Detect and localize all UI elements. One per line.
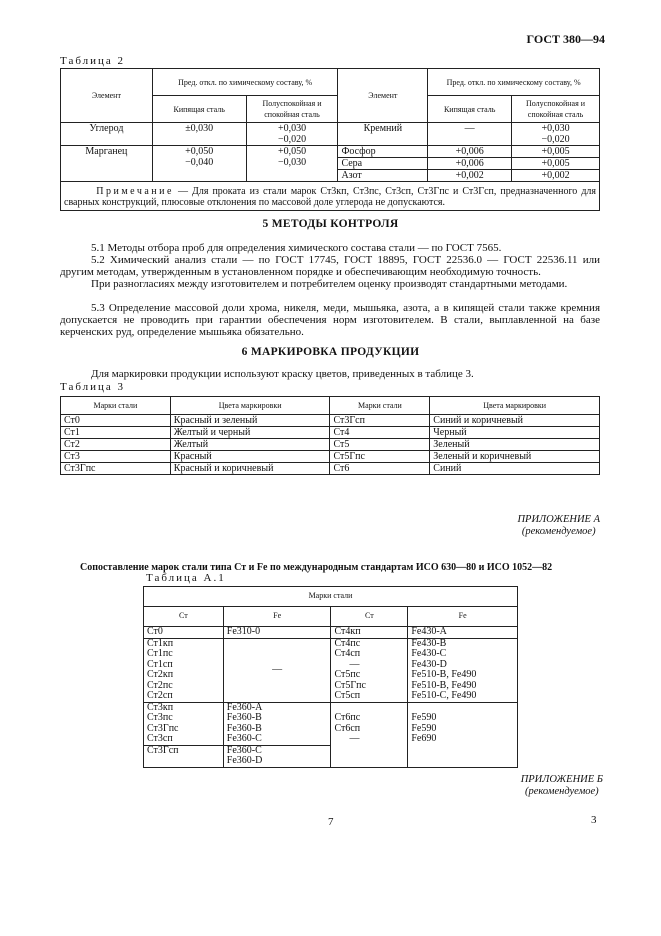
t3-grade-cell: Ст2 bbox=[61, 439, 171, 451]
table-3 bbox=[60, 396, 600, 475]
table-a1 bbox=[143, 586, 518, 768]
t3-row bbox=[61, 427, 600, 439]
t2-silicon-boiling: — bbox=[428, 123, 512, 146]
t3-color-cell: Желтый и черный bbox=[170, 427, 330, 439]
ta1-left-st-group2: Ст3кп Ст3пс Ст3Гпс Ст3сп bbox=[144, 702, 224, 745]
ta1-left-st3gsp-fe: Fe360-C Fe360-D bbox=[223, 745, 331, 767]
t3-color-header-right: Цвета маркировки bbox=[430, 397, 600, 415]
table2-caption: Таблица 2 bbox=[60, 55, 126, 67]
t2-semi-header-right: Полуспокойная и спокойная сталь bbox=[512, 96, 600, 123]
ta1-right-st: Ст4кп bbox=[331, 627, 408, 639]
t2-note bbox=[61, 182, 600, 211]
t3-grade-cell: Ст5Гпс bbox=[330, 451, 430, 463]
t3-grade-cell: Ст1 bbox=[61, 427, 171, 439]
ta1-left-st-group1: Ст1кп Ст1пс Ст1сп Ст2кп Ст2пс Ст2сп bbox=[144, 638, 224, 702]
t2-manganese-semi: +0,050 −0,030 bbox=[246, 146, 338, 182]
section5-p2: 5.2 Химический анализ стали — по ГОСТ 17745, ГОСТ 18895, ГОСТ 22536.0 — ГОСТ 22536.11 или другим методам, утвержденным в установленном порядке и обеспечивающим необходимую точность. bbox=[60, 254, 600, 278]
t2-carbon-name: Углерод bbox=[61, 123, 153, 146]
table3-caption: Таблица 3 bbox=[60, 381, 126, 393]
t2-sulfur-boiling: +0,006 bbox=[428, 158, 512, 170]
page-number-center: 7 bbox=[328, 816, 334, 828]
section5-p3: При разногласиях между изготовителем и потребителем оценку производят стандартными методами. bbox=[91, 278, 568, 290]
comparison-title: Сопоставление марок стали типа Ст и Fe по международным стандартам ИСО 630—80 и ИСО 1052—82 bbox=[80, 562, 553, 573]
appendix-a-subtitle: (рекомендуемое) bbox=[521, 526, 596, 537]
t3-grade-header: Марки стали bbox=[61, 397, 171, 415]
t3-color-cell: Черный bbox=[430, 427, 600, 439]
appendix-a-heading bbox=[517, 514, 600, 538]
ta1-left-fe-dash: — bbox=[223, 638, 331, 702]
t3-row bbox=[61, 439, 600, 451]
t3-grade-cell: Ст0 bbox=[61, 415, 171, 427]
t3-row bbox=[61, 463, 600, 475]
ta1-left-st3gsp: Ст3Гсп bbox=[144, 745, 224, 767]
t3-color-cell: Зеленый bbox=[430, 439, 600, 451]
t3-color-cell: Синий и коричневый bbox=[430, 415, 600, 427]
t2-manganese-name: Марганец bbox=[61, 146, 153, 182]
t2-phosphorus-name: Фосфор bbox=[338, 146, 428, 158]
t2-note-label: Примечание bbox=[96, 186, 174, 197]
t3-color-cell: Зеленый и коричневый bbox=[430, 451, 600, 463]
tableA1-caption: Таблица А.1 bbox=[146, 572, 226, 584]
t3-grade-cell: Ст4 bbox=[330, 427, 430, 439]
ta1-right-st-group: Ст4пс Ст4сп — Ст5пс Ст5Гпс Ст5сп bbox=[331, 638, 408, 702]
document-number: ГОСТ 380—94 bbox=[526, 32, 605, 46]
t2-silicon-semi: +0,030 −0,020 bbox=[512, 123, 600, 146]
appendix-a-title: ПРИЛОЖЕНИЕ А bbox=[517, 514, 600, 525]
t2-manganese-boiling: +0,050 −0,040 bbox=[152, 146, 246, 182]
ta1-left-st0: Ст0 bbox=[144, 627, 224, 639]
ta1-right-fe-bottom: Fe590 Fe590 Fe690 bbox=[408, 702, 518, 767]
t3-color-header: Цвета маркировки bbox=[170, 397, 330, 415]
ta1-fe-header-right: Fe bbox=[408, 607, 518, 627]
t3-body bbox=[61, 415, 600, 475]
section5-title: 5 МЕТОДЫ КОНТРОЛЯ bbox=[262, 218, 399, 230]
ta1-st-header-right: Ст bbox=[331, 607, 408, 627]
table-2 bbox=[60, 68, 600, 211]
section6-title: 6 МАРКИРОВКА ПРОДУКЦИИ bbox=[241, 346, 420, 358]
t2-boiling-header: Кипящая сталь bbox=[152, 96, 246, 123]
t3-grade-header-right: Марки стали bbox=[330, 397, 430, 415]
t2-phosphorus-semi: +0,005 bbox=[512, 146, 600, 158]
t3-row bbox=[61, 415, 600, 427]
ta1-right-fe-group: Fe430-B Fe430-C Fe430-D Fe510-B, Fe490 Fe510-B, Fe490 Fe510-C, Fe490 bbox=[408, 638, 518, 702]
t2-boiling-header-right: Кипящая сталь bbox=[428, 96, 512, 123]
t2-note-text: — Для проката из стали марок Ст3кп, Ст3пс, Ст3сп, Ст3Гпс и Ст3Гсп, предназначенного для сварных конструкций, плюсовые отклонения по массовой доле углерода не допускаются. bbox=[64, 186, 597, 208]
t2-phosphorus-boiling: +0,006 bbox=[428, 146, 512, 158]
ta1-right-st-bottom: Ст6пс Ст6сп — bbox=[331, 702, 408, 767]
section6-p1: Для маркировки продукции используют краску цветов, приведенных в таблице 3. bbox=[91, 368, 474, 380]
appendix-b-title: ПРИЛОЖЕНИЕ Б bbox=[520, 774, 603, 785]
t3-color-cell: Красный и зеленый bbox=[170, 415, 330, 427]
t3-color-cell: Синий bbox=[430, 463, 600, 475]
ta1-left-fe-group2: Fe360-A Fe360-B Fe360-B Fe360-C bbox=[223, 702, 331, 745]
appendix-b-subtitle: (рекомендуемое) bbox=[525, 786, 599, 797]
ta1-group-header: Марки стали bbox=[144, 587, 518, 607]
t2-nitrogen-semi: +0,002 bbox=[512, 170, 600, 182]
t2-sulfur-semi: +0,005 bbox=[512, 158, 600, 170]
t2-deviation-header-right: Пред. откл. по химическому составу, % bbox=[428, 69, 600, 96]
t3-color-cell: Красный и коричневый bbox=[170, 463, 330, 475]
t3-grade-cell: Ст3Гсп bbox=[330, 415, 430, 427]
t2-deviation-header: Пред. откл. по химическому составу, % bbox=[152, 69, 338, 96]
t3-row bbox=[61, 451, 600, 463]
t2-semi-header: Полуспокойная и спокойная сталь bbox=[246, 96, 338, 123]
t2-silicon-name: Кремний bbox=[338, 123, 428, 146]
t2-carbon-boiling: ±0,030 bbox=[152, 123, 246, 146]
t3-grade-cell: Ст6 bbox=[330, 463, 430, 475]
ta1-st-header: Ст bbox=[144, 607, 224, 627]
t2-element-header: Элемент bbox=[61, 69, 153, 123]
section5-p4: 5.3 Определение массовой доли хрома, никеля, меди, мышьяка, азота, а в кипящей стали также кремния допускается не проводить при гарантии обеспечения норм изготовителем. В стали, выплавленной на базе керченских руд, определение мышьяка обязательно. bbox=[60, 302, 600, 338]
ta1-left-fe310: Fe310-0 bbox=[223, 627, 331, 639]
t2-sulfur-name: Сера bbox=[338, 158, 428, 170]
t2-element-header-right: Элемент bbox=[338, 69, 428, 123]
ta1-fe-header: Fe bbox=[223, 607, 331, 627]
t3-color-cell: Желтый bbox=[170, 439, 330, 451]
ta1-right-fe: Fe430-A bbox=[408, 627, 518, 639]
appendix-b-heading bbox=[521, 774, 603, 798]
t3-grade-cell: Ст5 bbox=[330, 439, 430, 451]
t3-color-cell: Красный bbox=[170, 451, 330, 463]
t3-grade-cell: Ст3 bbox=[61, 451, 171, 463]
t2-nitrogen-name: Азот bbox=[338, 170, 428, 182]
t3-grade-cell: Ст3Гпс bbox=[61, 463, 171, 475]
page-number-right: 3 bbox=[591, 814, 597, 826]
section5-p1: 5.1 Методы отбора проб для определения химического состава стали — по ГОСТ 7565. bbox=[91, 242, 502, 254]
t2-nitrogen-boiling: +0,002 bbox=[428, 170, 512, 182]
t2-carbon-semi: +0,030 −0,020 bbox=[246, 123, 338, 146]
